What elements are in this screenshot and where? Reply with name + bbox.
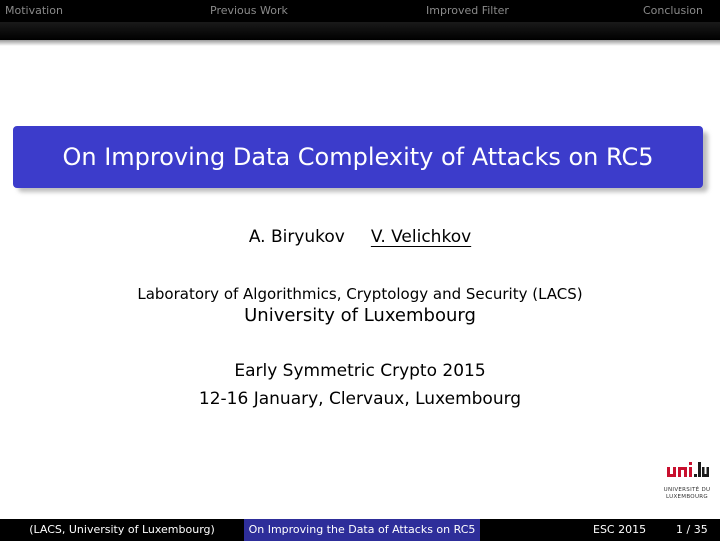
footer-author-institute: (LACS, University of Luxembourg) (29, 523, 215, 536)
nav-item-conclusion[interactable]: Conclusion (643, 4, 703, 17)
logo-text-line2: LUXEMBOURG (666, 494, 708, 500)
author-velichkov-presenter: V. Velichkov (370, 227, 472, 247)
university: University of Luxembourg (244, 305, 476, 326)
institute: Laboratory of Algorithmics, Cryptology and Security (LACS) (137, 285, 583, 303)
event-name: Early Symmetric Crypto 2015 (234, 361, 486, 381)
nav-item-improved-filter[interactable]: Improved Filter (426, 4, 509, 17)
title-box (13, 126, 703, 188)
slide-title: On Improving Data Complexity of Attacks on RC5 (62, 143, 654, 171)
nav-item-previous-work[interactable]: Previous Work (210, 4, 288, 17)
footer-right (480, 519, 720, 541)
author-biryukov: A. Biryukov (248, 227, 345, 247)
footer-short-title: On Improving the Data of Attacks on RC5 (244, 519, 480, 541)
logo-text-line1: UNIVERSITÉ DU (663, 487, 711, 493)
footer-page-number: 1 / 35 (676, 523, 708, 536)
nav-item-motivation[interactable]: Motivation (5, 4, 63, 17)
footer-conference: ESC 2015 (593, 523, 647, 536)
university-logo (659, 461, 715, 505)
footer-bar (0, 519, 720, 541)
nav-shadow (0, 40, 720, 46)
uni-lu-logo-mark (667, 461, 709, 483)
section-navigation-bar (0, 0, 720, 40)
authors-line (0, 227, 720, 247)
event-date-place: 12-16 January, Clervaux, Luxembourg (198, 389, 522, 409)
